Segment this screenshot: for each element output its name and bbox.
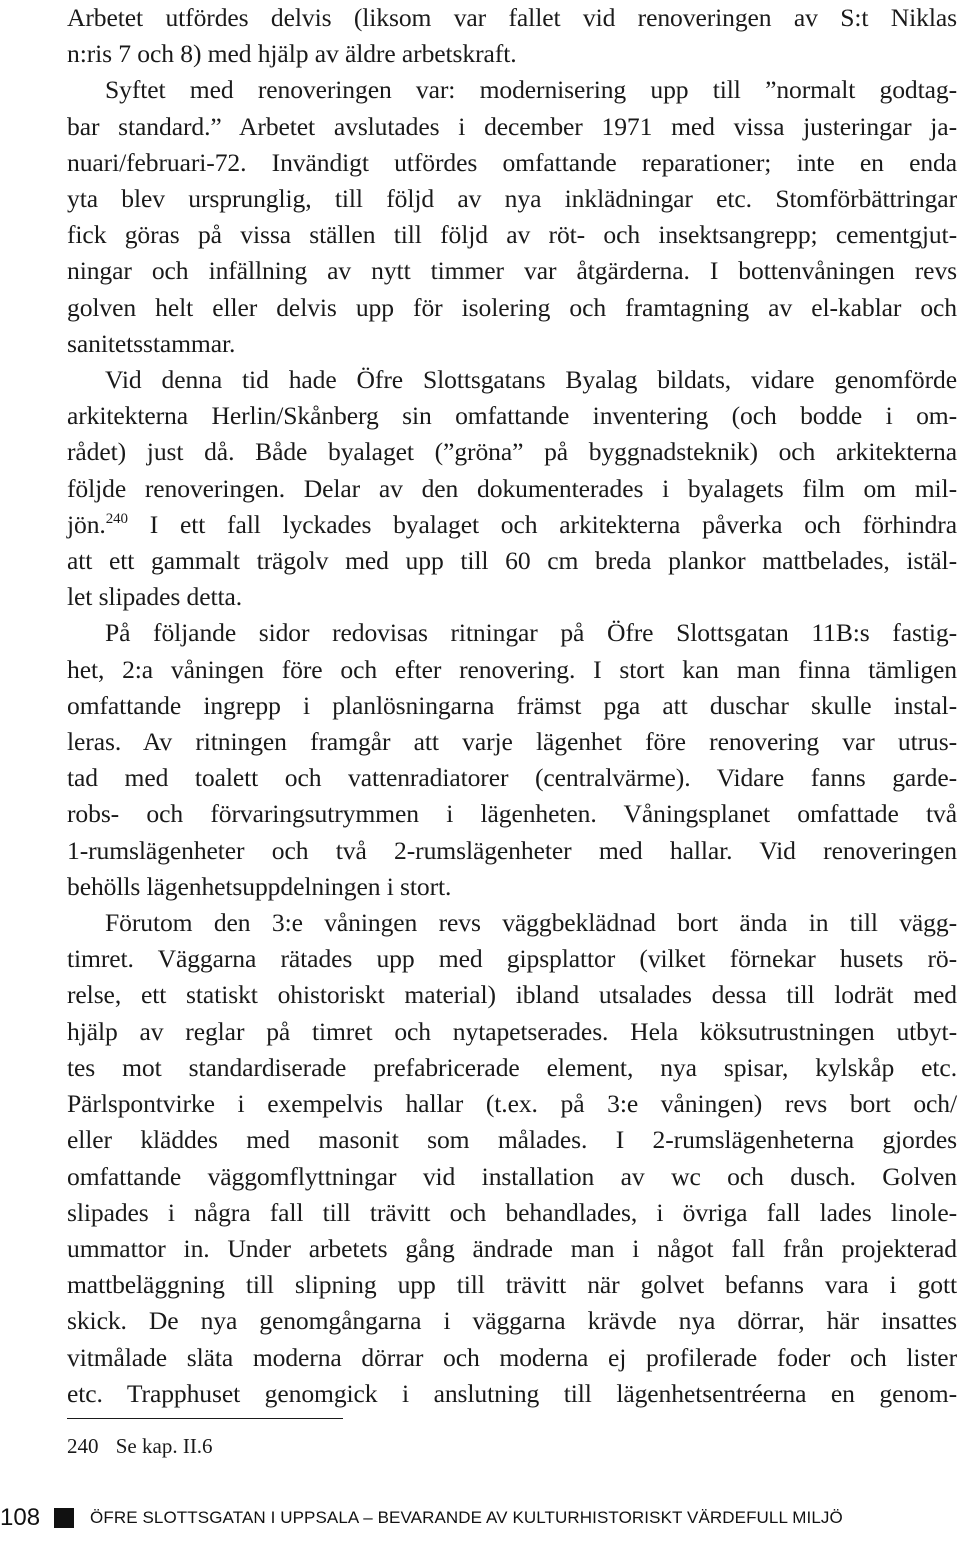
text-line: leras. Av ritningen framgår att varje lägenhet före renovering var utrus-	[67, 727, 957, 757]
text-line: golven helt eller delvis upp för isolering och framtagning av el-kablar och	[67, 292, 957, 322]
text-line: etc. Trapphuset genomgick i anslutning till lägenhetsentréerna en genom-	[67, 1378, 957, 1408]
text-line: omfattande väggomflyttningar vid installation av wc och dusch. Golven	[67, 1161, 957, 1191]
text-line: På följande sidor redovisas ritningar på Öfre Slottsgatan 11B:s fastig-	[105, 618, 957, 648]
text-line: relse, ett statiskt ohistoriskt material) ibland utsalades dessa till lodrät med	[67, 980, 957, 1010]
text-line: vitmålade släta moderna dörrar och moderna ej profilerade foder och lister	[67, 1342, 957, 1372]
text-fragment: jön.	[67, 509, 106, 539]
text-line: rådet) just då. Både byalaget (”gröna” på byggnadsteknik) och arkitekterna	[67, 437, 957, 467]
text-line: timret. Väggarna rätades upp med gipsplattor (vilket förnekar husets rö-	[67, 944, 957, 974]
text-line: Arbetet utfördes delvis (liksom var fallet vid renoveringen av S:t Niklas	[67, 3, 957, 32]
text-line: skick. De nya genomgångarna i väggarna krävde nya dörrar, här insattes	[67, 1306, 957, 1336]
black-square-icon	[54, 1508, 74, 1528]
paragraph-2	[67, 72, 957, 362]
page-number: 108	[0, 1504, 41, 1531]
text-line: att ett gammalt trägolv med upp till 60 cm breda plankor mattbelades, istäl-	[67, 546, 957, 576]
text-line: hjälp av reglar på timret och nytapetserades. Hela köksutrustningen utbyt-	[67, 1016, 957, 1046]
footnote-number: 240	[67, 1434, 99, 1458]
footnote-divider	[67, 1418, 343, 1419]
main-text	[67, 0, 957, 1412]
text-line: tes mot standardiserade prefabricerade element, nya spisar, kylskåp etc.	[67, 1052, 957, 1082]
text-line: Förutom den 3:e våningen revs väggbeklädnad bort ända in till vägg-	[105, 908, 957, 938]
text-line: fick göras på vissa ställen till följd av röt- och insektsangrepp; cementgjut-	[67, 220, 957, 250]
text-line: ummattor in. Under arbetets gång ändrade man i något fall från projekterad	[67, 1233, 957, 1263]
text-line: n:ris 7 och 8) med hjälp av äldre arbetskraft.	[67, 39, 517, 69]
text-line: omfattande ingrepp i planlösningarna främst pga att duschar skulle instal-	[67, 690, 957, 720]
paragraph-5	[67, 905, 957, 1412]
footnote-reference: 240	[105, 510, 128, 527]
running-title: ÖFRE SLOTTSGATAN I UPPSALA – BEVARANDE AV KULTURHISTORISKT VÄRDEFULL MILJÖ	[90, 1508, 843, 1527]
text-line: bar standard.” Arbetet avslutades i december 1971 med vissa justeringar ja-	[67, 111, 957, 141]
text-line: tad med toalett och vattenradiatorer (centralvärme). Vidare fanns garde-	[67, 763, 957, 793]
text-line: mattbeläggning till slipning upp till trävitt när golvet befanns vara i gott	[67, 1270, 957, 1300]
footnote	[67, 1432, 213, 1460]
footnote-text: Se kap. II.6	[115, 1434, 213, 1458]
paragraph-3	[67, 362, 957, 615]
paragraph-4	[67, 615, 957, 905]
text-line: ningar och infällning av nytt timmer var åtgärderna. I bottenvåningen revs	[67, 256, 957, 286]
text-line: arkitekterna Herlin/Skånberg sin omfattande inventering (och bodde i om-	[67, 401, 957, 431]
text-line: het, 2:a våningen före och efter renovering. I stort kan man finna tämligen	[67, 654, 957, 684]
text-line: Syftet med renoveringen var: modernisering upp till ”normalt godtag-	[105, 75, 957, 105]
text-fragment: I ett fall lyckades byalaget och arkitekterna påverka och förhindra	[127, 509, 957, 539]
text-line: yta blev ursprunglig, till följd av nya inklädningar etc. Stomförbättringar	[67, 184, 957, 214]
page-footer	[0, 1498, 843, 1538]
text-line: robs- och förvaringsutrymmen i lägenheten. Våningsplanet omfattade två	[67, 799, 957, 829]
text-line: Pärlspontvirke i exempelvis hallar (t.ex. på 3:e våningen) revs bort och/	[67, 1089, 957, 1119]
text-line: nuari/februari-72. Invändigt utfördes omfattande reparationer; inte en enda	[67, 147, 957, 177]
text-line: behölls lägenhetsuppdelningen i stort.	[67, 871, 452, 901]
text-line: eller kläddes med masonit som målades. I 2-rumslägenheterna gjordes	[67, 1125, 957, 1155]
text-line: Vid denna tid hade Öfre Slottsgatans Byalag bildats, vidare genomförde	[105, 365, 957, 395]
text-line: sanitetsstammar.	[67, 328, 236, 358]
text-line-with-footnote	[67, 507, 957, 543]
text-line: slipades i några fall till trävitt och behandlades, i övriga fall lades linole-	[67, 1197, 957, 1227]
text-line: följde renoveringen. Delar av den dokumenterades i byalagets film om mil-	[67, 473, 957, 503]
text-line: let slipades detta.	[67, 582, 243, 612]
text-line: 1-rumslägenheter och två 2-rumslägenheter med hallar. Vid renoveringen	[67, 835, 957, 865]
paragraph-1	[67, 0, 957, 72]
